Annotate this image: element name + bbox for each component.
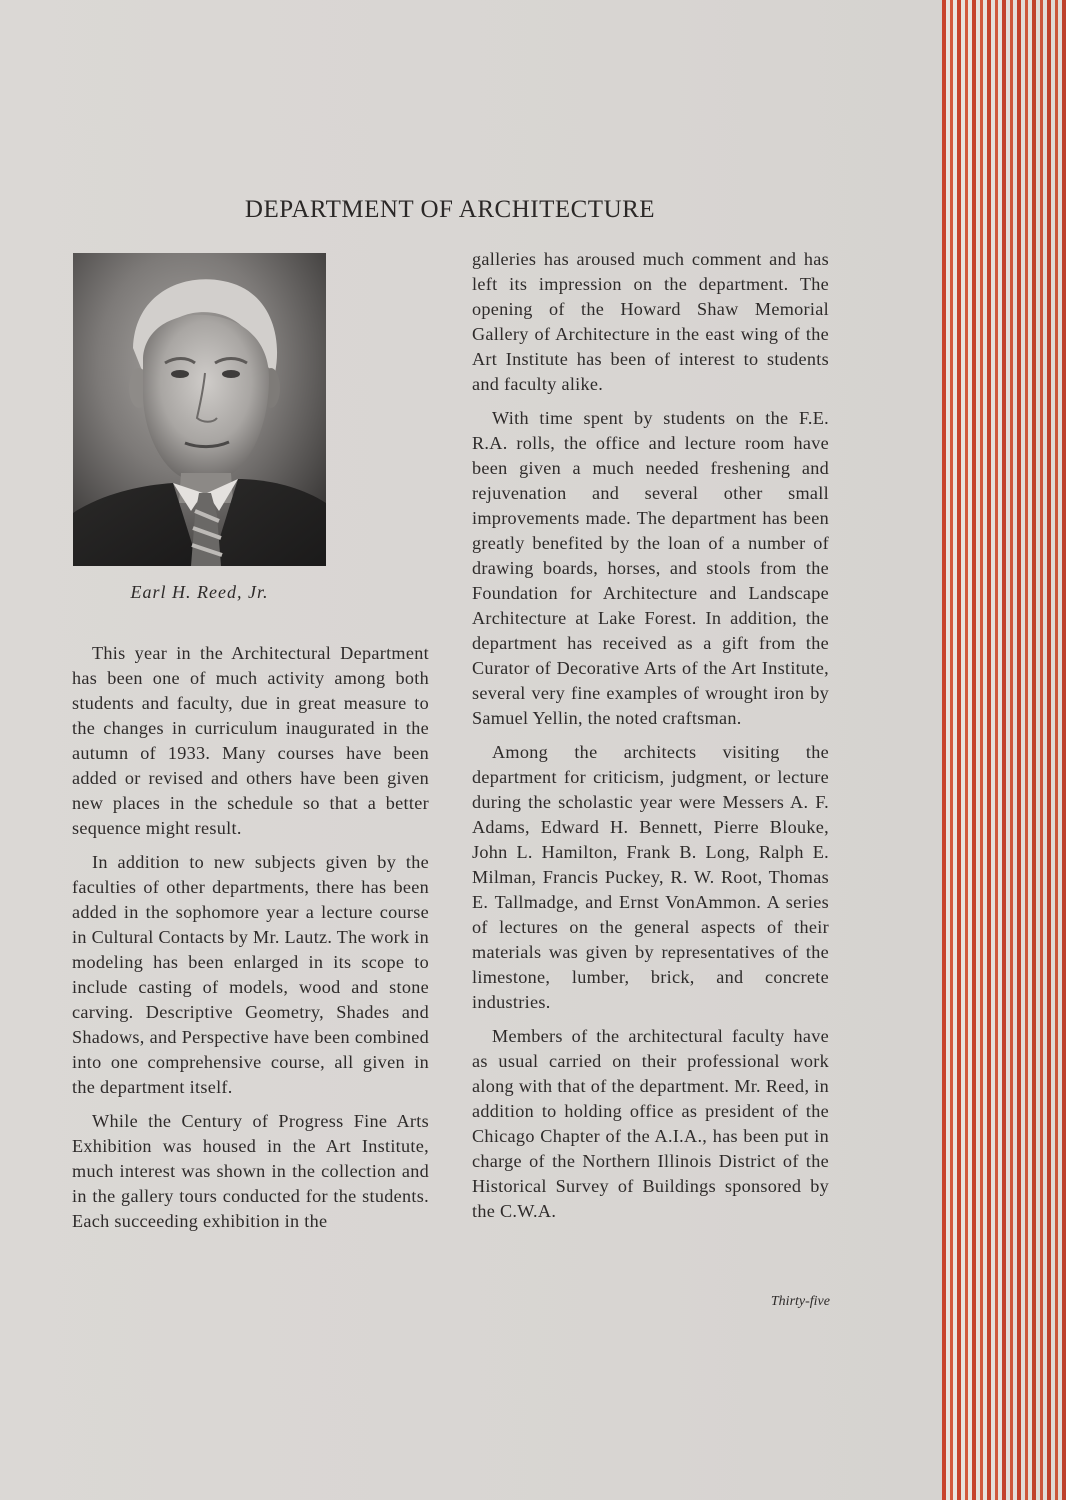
- left-text-column: [72, 641, 429, 1243]
- page-number: Thirty-five: [770, 1294, 830, 1309]
- paragraph: This year in the Architectural Department has been one of much activity among both students and faculty, due in great measure to the changes in curriculum inaugurated in the autumn of 1933. Many courses have been added or revised and others have been given new places in the schedule so that a better sequence might result.: [72, 643, 429, 838]
- photo-caption: Earl H. Reed, Jr.: [130, 582, 269, 602]
- paragraph: With time spent by students on the F.E. R.A. rolls, the office and lecture room have been given a much needed freshening and rejuvenation and several other small improvements made. The department has been greatly benefited by the loan of a number of drawing boards, horses, and stools from the Foundation for Architecture and Landscape Architecture at Lake Forest. In addition, the department has received as a gift from the Curator of Decorative Arts of the Art Institute, several very fine examples of wrought iron by Samuel Yellin, the noted craftsman.: [472, 408, 829, 728]
- portrait-image: [73, 253, 326, 566]
- page-title: DEPARTMENT OF ARCHITECTURE: [244, 196, 656, 223]
- paragraph: Among the architects visiting the department for criticism, judgment, or lecture during the scholastic year were Messers A. F. Adams, Edward H. Bennett, Pierre Blouke, John L. Hamilton, Frank B. Long, Ralph E. Milman, Francis Puckey, R. W. Root, Thomas E. Tallmadge, and Ernst VonAmmon. A series of lectures on the general aspects of their materials was given by representatives of the limestone, lumber, brick, and concrete industries.: [472, 742, 829, 1012]
- paragraph: While the Century of Progress Fine Arts Exhibition was housed in the Art Institute, much interest was shown in the collection and in the gallery tours conducted for the students. Each succeeding exhibition in the: [72, 1111, 429, 1231]
- paragraph: Members of the architectural faculty have as usual carried on their professional work along with that of the department. Mr. Reed, in addition to holding office as president of the Chicago Chapter of the A.I.A., has been put in charge of the Northern Illinois District of the Historical Survey of Buildings sponsored by the C.W.A.: [472, 1026, 829, 1221]
- portrait-photo: [73, 253, 326, 566]
- decorative-stripe-border: [942, 0, 1066, 1500]
- paragraph: In addition to new subjects given by the faculties of other departments, there has been added in the sophomore year a lecture course in Cultural Contacts by Mr. Lautz. The work in modeling has been enlarged in its scope to include casting of models, wood and stone carving. Descriptive Geometry, Shades and Shadows, and Perspective have been combined into one comprehensive course, all given in the department itself.: [72, 852, 429, 1097]
- paragraph: galleries has aroused much comment and has left its impression on the department. The opening of the Howard Shaw Memorial Gallery of Architecture in the east wing of the Art Institute has been of interest to students and faculty alike.: [472, 249, 829, 394]
- right-text-column: [472, 247, 829, 1233]
